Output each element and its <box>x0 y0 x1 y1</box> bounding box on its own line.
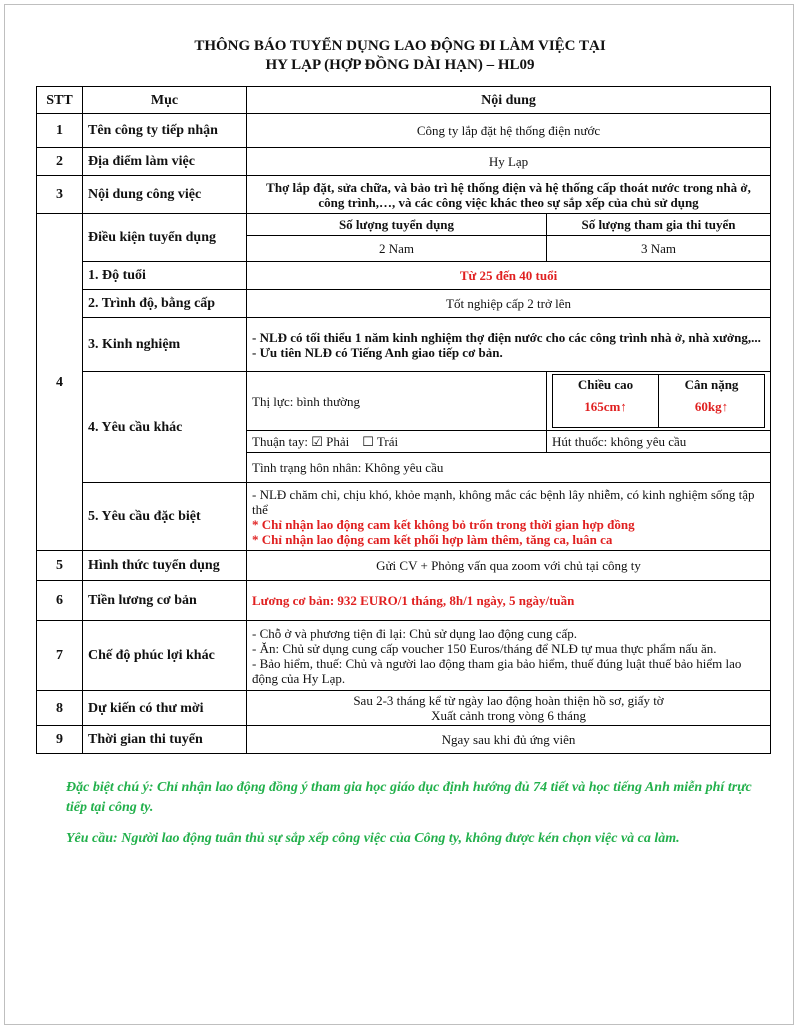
row-number: 4 <box>37 214 83 551</box>
header-noidung: Nội dung <box>247 87 771 114</box>
table-row <box>37 621 771 691</box>
row-label: Điều kiện tuyển dụng <box>83 214 247 262</box>
header-stt: STT <box>37 87 83 114</box>
company-name: Công ty lắp đặt hệ thống điện nước <box>247 114 771 148</box>
row-number: 9 <box>37 726 83 754</box>
recruitment-method: Gửi CV + Phỏng vấn qua zoom với chủ tại công ty <box>247 551 771 581</box>
table-row <box>37 372 771 431</box>
row-number: 8 <box>37 691 83 726</box>
height-block <box>553 375 659 428</box>
height-value: 165cm <box>584 399 621 414</box>
document-title-line2: HY LẠP (HỢP ĐỒNG DÀI HẠN) – HL09 <box>265 57 535 73</box>
table-row <box>37 551 771 581</box>
right-hand-option: Phải <box>326 434 350 449</box>
arrow-up-icon: ↑ <box>721 399 729 414</box>
row-label: Chế độ phúc lợi khác <box>83 621 247 691</box>
special-attention-note: Đặc biệt chú ý: Chỉ nhận lao động đồng ý tham gia học giáo dục định hướng đủ 74 tiết và học tiếng Anh miễn phí trực tiếp tại công ty. <box>66 780 752 815</box>
table-row <box>37 290 771 318</box>
weight-value: 60kg <box>694 399 722 414</box>
row-label: Hình thức tuyển dụng <box>83 551 247 581</box>
left-hand-option: Trái <box>376 434 399 449</box>
table-row <box>37 114 771 148</box>
header-muc: Mục <box>83 87 247 114</box>
document-title-line1: THÔNG BÁO TUYỂN DỤNG LAO ĐỘNG ĐI LÀM VIỆC TẠI <box>194 38 606 54</box>
special-requirement <box>247 483 771 551</box>
row-label: Thời gian thi tuyển <box>83 726 247 754</box>
experience-line: - NLĐ có tối thiểu 1 năm kinh nghiệm thợ điện nước cho các công trình nhà ở, nhà xưởng,... <box>252 329 761 345</box>
benefit-line: - Bảo hiểm, thuế: Chủ và người lao động tham gia bảo hiểm, thuế đúng luật thuế bảo hiểm lao động của Hy Lạp. <box>252 655 742 686</box>
recruit-quantity-header: Số lượng tuyển dụng <box>247 214 547 236</box>
eyesight-requirement: Thị lực: bình thường <box>247 372 547 431</box>
unchecked-box-icon: ☐ <box>362 434 374 449</box>
handedness-label: Thuận tay: <box>252 434 308 449</box>
exam-quantity-header: Số lượng tham gia thi tuyển <box>547 214 771 236</box>
row-label: 1. Độ tuổi <box>83 262 247 290</box>
special-line: * Chỉ nhận lao động cam kết phối hợp làm thêm, tăng ca, luân ca <box>252 531 613 547</box>
education-requirement: Tốt nghiệp cấp 2 trở lên <box>247 290 771 318</box>
timeline-line: Sau 2-3 tháng kể từ ngày lao động hoàn thiện hồ sơ, giấy tờ <box>353 693 664 708</box>
table-row <box>37 148 771 176</box>
experience-requirement <box>247 318 771 372</box>
arrow-up-icon: ↑ <box>620 399 627 414</box>
base-salary: Lương cơ bản: 932 EURO/1 tháng, 8h/1 ngày, 5 ngày/tuần <box>247 581 771 621</box>
row-label: Dự kiến có thư mời <box>83 691 247 726</box>
table-header-row <box>37 87 771 114</box>
benefit-line: - Ăn: Chủ sử dụng cung cấp voucher 150 Euros/tháng để NLĐ tự mua thực phẩm nấu ăn. <box>252 640 717 656</box>
benefit-line: - Chỗ ở và phương tiện đi lại: Chủ sử dụng lao động cung cấp. <box>252 625 577 641</box>
handedness-requirement <box>247 431 547 453</box>
special-line: - NLĐ chăm chỉ, chịu khó, khỏe mạnh, không mắc các bệnh lây nhiễm, có kinh nghiệm sống tập thể <box>252 486 755 517</box>
row-label: Tên công ty tiếp nhận <box>83 114 247 148</box>
height-label: Chiều cao <box>577 377 634 392</box>
recruitment-table <box>36 86 771 754</box>
row-number: 3 <box>37 176 83 214</box>
table-row <box>37 483 771 551</box>
table-row <box>37 691 771 726</box>
timeline-line: Xuất cảnh trong vòng 6 tháng <box>431 708 586 723</box>
table-row <box>37 176 771 214</box>
row-label: 3. Kinh nghiệm <box>83 318 247 372</box>
row-label: 2. Trình độ, bằng cấp <box>83 290 247 318</box>
work-location: Hy Lạp <box>247 148 771 176</box>
experience-line: - Ưu tiên NLĐ có Tiếng Anh giao tiếp cơ bản. <box>252 344 503 360</box>
age-requirement: Từ 25 đến 40 tuổi <box>247 262 771 290</box>
weight-label: Cân nặng <box>684 377 739 392</box>
row-label: 5. Yêu cầu đặc biệt <box>83 483 247 551</box>
row-number: 1 <box>37 114 83 148</box>
table-row <box>37 318 771 372</box>
row-number: 6 <box>37 581 83 621</box>
checked-box-icon: ☑ <box>311 434 323 449</box>
table-row <box>37 581 771 621</box>
invitation-timeline <box>247 691 771 726</box>
exam-time: Ngay sau khi đủ ứng viên <box>247 726 771 754</box>
weight-block <box>659 375 765 428</box>
benefits <box>247 621 771 691</box>
row-label: Tiền lương cơ bản <box>83 581 247 621</box>
table-row <box>37 214 771 236</box>
smoking-requirement: Hút thuốc: không yêu cầu <box>547 431 771 453</box>
row-number: 5 <box>37 551 83 581</box>
row-label: 4. Yêu cầu khác <box>83 372 247 483</box>
job-description: Thợ lắp đặt, sửa chữa, và bảo trì hệ thống điện và hệ thống cấp thoát nước trong nhà ở, công trình,…, và các công việc khác theo sự sắp xếp của chủ sử dụng <box>247 176 771 214</box>
recruit-quantity-value: 2 Nam <box>247 236 547 262</box>
table-row <box>37 726 771 754</box>
height-weight-cell <box>547 372 771 431</box>
special-line: * Chỉ nhận lao động cam kết không bỏ trốn trong thời gian hợp đồng <box>252 516 635 532</box>
row-label: Địa điểm làm việc <box>83 148 247 176</box>
table-row <box>37 262 771 290</box>
exam-quantity-value: 3 Nam <box>547 236 771 262</box>
row-number: 2 <box>37 148 83 176</box>
requirement-note: Yêu cầu: Người lao động tuân thủ sự sắp xếp công việc của Công ty, không được kén chọn việc và ca làm. <box>66 831 680 846</box>
row-label: Nội dung công việc <box>83 176 247 214</box>
row-number: 7 <box>37 621 83 691</box>
marital-status-requirement: Tình trạng hôn nhân: Không yêu cầu <box>247 453 771 483</box>
